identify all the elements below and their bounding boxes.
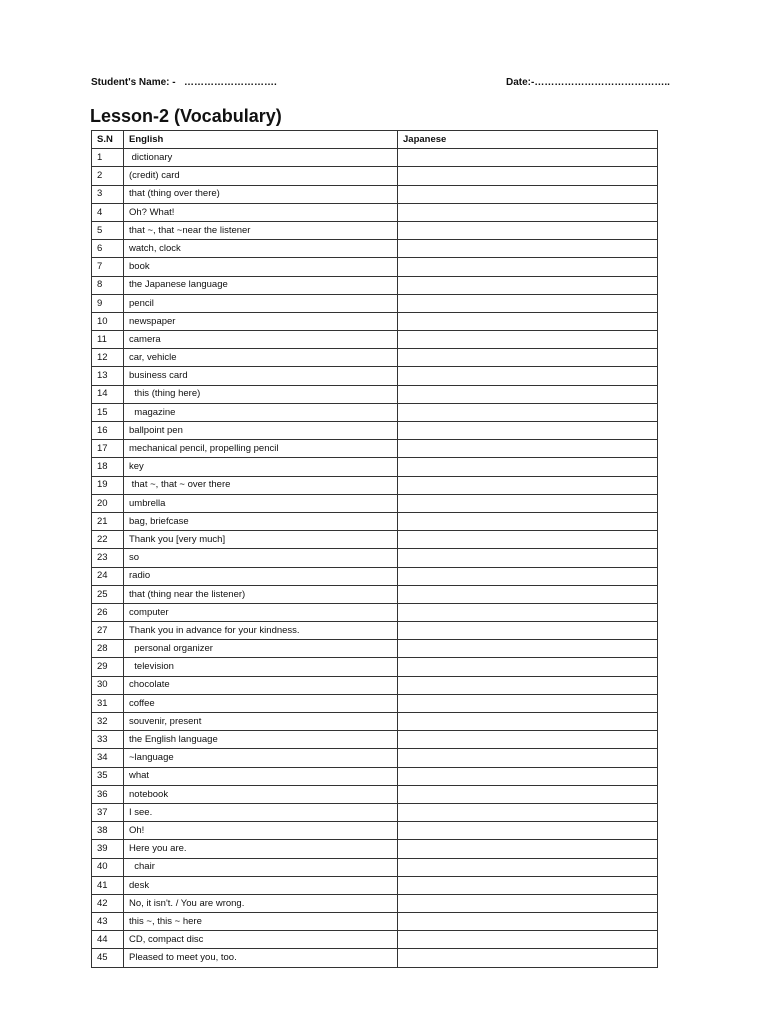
table-row	[92, 913, 658, 931]
table-row	[92, 367, 658, 385]
cell-japanese-answer[interactable]	[398, 331, 658, 349]
cell-japanese-answer[interactable]	[398, 167, 658, 185]
table-row	[92, 167, 658, 185]
cell-japanese-answer[interactable]	[398, 822, 658, 840]
table-row	[92, 276, 658, 294]
cell-japanese-answer[interactable]	[398, 731, 658, 749]
table-row	[92, 931, 658, 949]
cell-english: coffee	[124, 694, 398, 712]
header-line	[91, 77, 670, 91]
table-row	[92, 458, 658, 476]
cell-english: umbrella	[124, 494, 398, 512]
cell-english: that (thing over there)	[124, 185, 398, 203]
cell-english: computer	[124, 603, 398, 621]
table-row	[92, 312, 658, 330]
cell-japanese-answer[interactable]	[398, 640, 658, 658]
cell-english: that ~, that ~ over there	[124, 476, 398, 494]
cell-japanese-answer[interactable]	[398, 258, 658, 276]
date-label: Date:-…………………………………..	[506, 77, 670, 88]
cell-english: bag, briefcase	[124, 512, 398, 530]
cell-sn: 7	[92, 258, 124, 276]
cell-japanese-answer[interactable]	[398, 385, 658, 403]
cell-sn: 5	[92, 221, 124, 239]
table-row	[92, 785, 658, 803]
cell-japanese-answer[interactable]	[398, 221, 658, 239]
cell-english: this (thing here)	[124, 385, 398, 403]
cell-japanese-answer[interactable]	[398, 894, 658, 912]
table-row	[92, 803, 658, 821]
cell-japanese-answer[interactable]	[398, 312, 658, 330]
table-row	[92, 822, 658, 840]
table-row	[92, 694, 658, 712]
cell-japanese-answer[interactable]	[398, 767, 658, 785]
cell-sn: 19	[92, 476, 124, 494]
cell-sn: 31	[92, 694, 124, 712]
vocabulary-table	[91, 130, 658, 968]
cell-sn: 15	[92, 403, 124, 421]
cell-japanese-answer[interactable]	[398, 240, 658, 258]
cell-japanese-answer[interactable]	[398, 440, 658, 458]
cell-english: camera	[124, 331, 398, 349]
cell-japanese-answer[interactable]	[398, 803, 658, 821]
table-row	[92, 949, 658, 967]
cell-english: pencil	[124, 294, 398, 312]
cell-english: mechanical pencil, propelling pencil	[124, 440, 398, 458]
cell-sn: 11	[92, 331, 124, 349]
table-row	[92, 731, 658, 749]
cell-english: Pleased to meet you, too.	[124, 949, 398, 967]
cell-japanese-answer[interactable]	[398, 603, 658, 621]
cell-japanese-answer[interactable]	[398, 422, 658, 440]
cell-japanese-answer[interactable]	[398, 694, 658, 712]
cell-sn: 3	[92, 185, 124, 203]
cell-japanese-answer[interactable]	[398, 931, 658, 949]
cell-sn: 13	[92, 367, 124, 385]
cell-japanese-answer[interactable]	[398, 913, 658, 931]
cell-english: (credit) card	[124, 167, 398, 185]
cell-sn: 26	[92, 603, 124, 621]
table-row	[92, 894, 658, 912]
cell-japanese-answer[interactable]	[398, 476, 658, 494]
table-body	[92, 149, 658, 967]
cell-sn: 2	[92, 167, 124, 185]
cell-sn: 32	[92, 713, 124, 731]
cell-english: Thank you [very much]	[124, 531, 398, 549]
cell-english: ~language	[124, 749, 398, 767]
cell-sn: 43	[92, 913, 124, 931]
cell-sn: 44	[92, 931, 124, 949]
page-title: Lesson-2 (Vocabulary)	[90, 106, 282, 126]
cell-sn: 21	[92, 512, 124, 530]
table-row	[92, 349, 658, 367]
cell-sn: 33	[92, 731, 124, 749]
cell-english: magazine	[124, 403, 398, 421]
cell-japanese-answer[interactable]	[398, 494, 658, 512]
cell-japanese-answer[interactable]	[398, 676, 658, 694]
cell-japanese-answer[interactable]	[398, 512, 658, 530]
cell-english: I see.	[124, 803, 398, 821]
cell-english: CD, compact disc	[124, 931, 398, 949]
column-header-japanese: Japanese	[398, 131, 658, 149]
cell-english: radio	[124, 567, 398, 585]
cell-english: the Japanese language	[124, 276, 398, 294]
cell-english: Here you are.	[124, 840, 398, 858]
cell-japanese-answer[interactable]	[398, 785, 658, 803]
cell-japanese-answer[interactable]	[398, 349, 658, 367]
cell-english: chocolate	[124, 676, 398, 694]
table-row	[92, 512, 658, 530]
table-row	[92, 713, 658, 731]
cell-sn: 45	[92, 949, 124, 967]
table-row	[92, 294, 658, 312]
cell-sn: 40	[92, 858, 124, 876]
cell-english: souvenir, present	[124, 713, 398, 731]
cell-sn: 12	[92, 349, 124, 367]
table-row	[92, 858, 658, 876]
cell-japanese-answer[interactable]	[398, 858, 658, 876]
cell-sn: 6	[92, 240, 124, 258]
table-row	[92, 185, 658, 203]
cell-english: car, vehicle	[124, 349, 398, 367]
cell-english: that ~, that ~near the listener	[124, 221, 398, 239]
cell-sn: 4	[92, 203, 124, 221]
cell-english: television	[124, 658, 398, 676]
table-row	[92, 567, 658, 585]
cell-english: so	[124, 549, 398, 567]
column-header-sn: S.N	[92, 131, 124, 149]
cell-sn: 8	[92, 276, 124, 294]
cell-sn: 22	[92, 531, 124, 549]
cell-sn: 27	[92, 622, 124, 640]
cell-japanese-answer[interactable]	[398, 585, 658, 603]
cell-japanese-answer[interactable]	[398, 713, 658, 731]
cell-japanese-answer[interactable]	[398, 203, 658, 221]
table-row	[92, 494, 658, 512]
cell-japanese-answer[interactable]	[398, 658, 658, 676]
cell-japanese-answer[interactable]	[398, 622, 658, 640]
cell-english: chair	[124, 858, 398, 876]
cell-english: business card	[124, 367, 398, 385]
cell-english: ballpoint pen	[124, 422, 398, 440]
cell-japanese-answer[interactable]	[398, 567, 658, 585]
cell-japanese-answer[interactable]	[398, 749, 658, 767]
table-header-row	[92, 131, 658, 149]
cell-english: this ~, this ~ here	[124, 913, 398, 931]
cell-sn: 25	[92, 585, 124, 603]
cell-sn: 20	[92, 494, 124, 512]
cell-sn: 36	[92, 785, 124, 803]
cell-sn: 9	[92, 294, 124, 312]
table-row	[92, 658, 658, 676]
cell-english: Oh? What!	[124, 203, 398, 221]
cell-sn: 38	[92, 822, 124, 840]
cell-english: that (thing near the listener)	[124, 585, 398, 603]
table-row	[92, 440, 658, 458]
table-row	[92, 203, 658, 221]
table-row	[92, 240, 658, 258]
cell-english: watch, clock	[124, 240, 398, 258]
column-header-english: English	[124, 131, 398, 149]
cell-japanese-answer[interactable]	[398, 949, 658, 967]
cell-japanese-answer[interactable]	[398, 403, 658, 421]
cell-sn: 29	[92, 658, 124, 676]
cell-japanese-answer[interactable]	[398, 458, 658, 476]
cell-english: notebook	[124, 785, 398, 803]
cell-japanese-answer[interactable]	[398, 840, 658, 858]
student-name-label: Student's Name: - ……………………….	[91, 77, 277, 88]
table-row	[92, 331, 658, 349]
cell-english: desk	[124, 876, 398, 894]
cell-sn: 18	[92, 458, 124, 476]
cell-sn: 41	[92, 876, 124, 894]
cell-japanese-answer[interactable]	[398, 531, 658, 549]
cell-sn: 34	[92, 749, 124, 767]
cell-japanese-answer[interactable]	[398, 185, 658, 203]
cell-english: No, it isn't. / You are wrong.	[124, 894, 398, 912]
table-row	[92, 149, 658, 167]
cell-japanese-answer[interactable]	[398, 276, 658, 294]
cell-english: dictionary	[124, 149, 398, 167]
cell-sn: 35	[92, 767, 124, 785]
cell-japanese-answer[interactable]	[398, 876, 658, 894]
cell-english: book	[124, 258, 398, 276]
cell-sn: 28	[92, 640, 124, 658]
table-row	[92, 749, 658, 767]
cell-sn: 1	[92, 149, 124, 167]
table-row	[92, 549, 658, 567]
cell-sn: 39	[92, 840, 124, 858]
cell-sn: 42	[92, 894, 124, 912]
cell-english: newspaper	[124, 312, 398, 330]
table-row	[92, 221, 658, 239]
table-row	[92, 403, 658, 421]
table-row	[92, 676, 658, 694]
table-row	[92, 622, 658, 640]
cell-english: personal organizer	[124, 640, 398, 658]
table-row	[92, 640, 658, 658]
cell-english: the English language	[124, 731, 398, 749]
cell-sn: 14	[92, 385, 124, 403]
cell-japanese-answer[interactable]	[398, 367, 658, 385]
cell-japanese-answer[interactable]	[398, 549, 658, 567]
table-row	[92, 476, 658, 494]
table-row	[92, 767, 658, 785]
cell-japanese-answer[interactable]	[398, 149, 658, 167]
cell-sn: 16	[92, 422, 124, 440]
cell-japanese-answer[interactable]	[398, 294, 658, 312]
cell-english: what	[124, 767, 398, 785]
table-row	[92, 876, 658, 894]
cell-sn: 30	[92, 676, 124, 694]
cell-sn: 17	[92, 440, 124, 458]
cell-english: Thank you in advance for your kindness.	[124, 622, 398, 640]
table-row	[92, 531, 658, 549]
cell-sn: 23	[92, 549, 124, 567]
cell-sn: 10	[92, 312, 124, 330]
table-row	[92, 385, 658, 403]
cell-sn: 37	[92, 803, 124, 821]
table-row	[92, 840, 658, 858]
table-row	[92, 603, 658, 621]
table-row	[92, 258, 658, 276]
table-row	[92, 422, 658, 440]
cell-sn: 24	[92, 567, 124, 585]
table-row	[92, 585, 658, 603]
cell-english: Oh!	[124, 822, 398, 840]
cell-english: key	[124, 458, 398, 476]
